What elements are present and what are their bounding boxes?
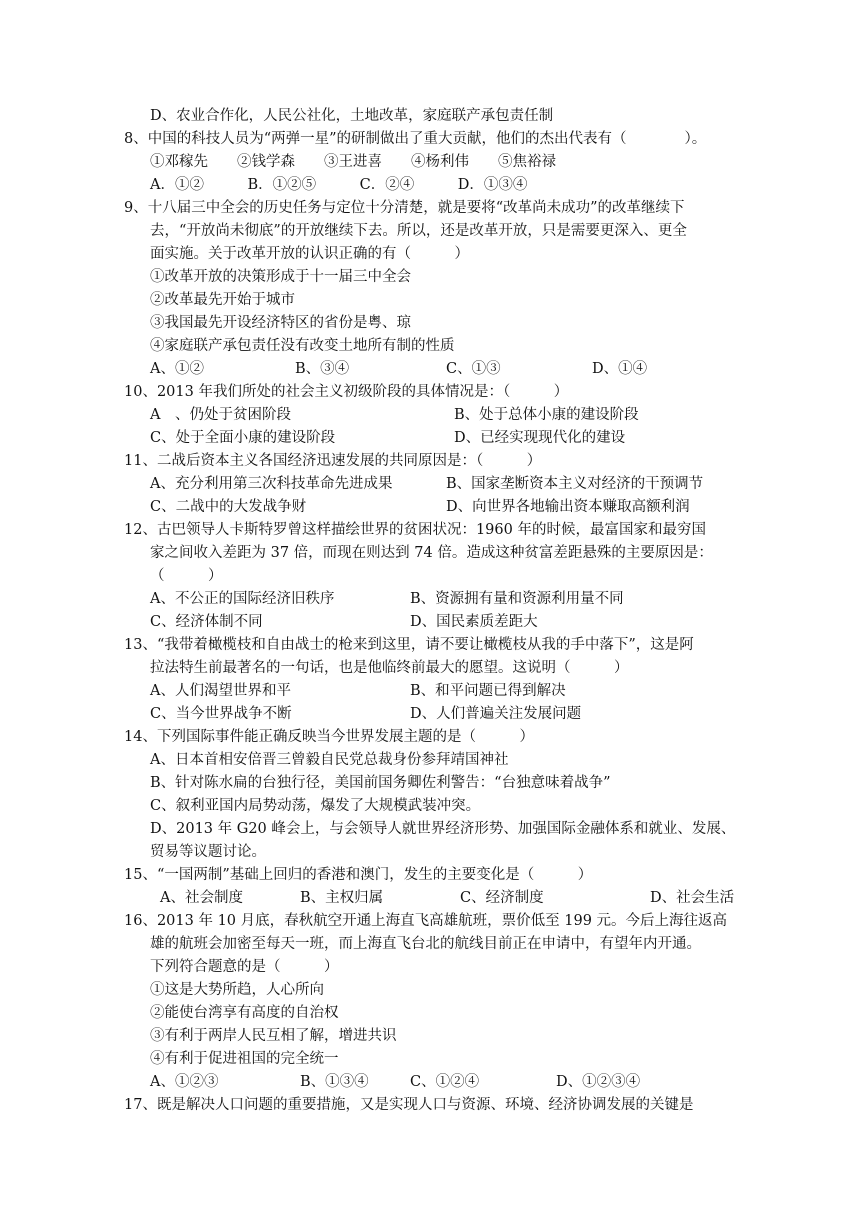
q15-option-d: D、社会生活 xyxy=(650,890,735,906)
q16-option-d: D、①②③④ xyxy=(556,1074,641,1090)
q11-option-c: C、二战中的大发战争财 xyxy=(150,499,307,515)
q17-stem: 17、既是解决人口问题的重要措施，又是实现人口与资源、环境、经济协调发展的关键是 xyxy=(124,1097,694,1113)
q7-option-d: D、农业合作化，人民公社化，土地改革，家庭联产承包责任制 xyxy=(150,108,554,124)
q13-stem-line1: 13、“我带着橄榄枝和自由战士的枪来到这里，请不要让橄榄枝从我的手中落下”，这是阿 xyxy=(124,637,694,653)
q15-stem: 15、“一国两制”基础上回归的香港和澳门，发生的主要变化是（ ） xyxy=(124,867,593,883)
q15-option-b: B、主权归属 xyxy=(300,890,384,906)
q16-option-c: C、①②④ xyxy=(410,1074,480,1090)
q13-option-c: C、当今世界战争不断 xyxy=(150,706,292,722)
q16-option-a: A、①②③ xyxy=(150,1074,219,1090)
q9-item-1: ①改革开放的决策形成于十一届三中全会 xyxy=(150,269,411,285)
q12-stem-line1: 12、古巴领导人卡斯特罗曾这样描绘世界的贫困状况：1960 年的时候，最富国家和最穷国 xyxy=(124,522,706,538)
q11-option-a: A、充分利用第三次科技革命先进成果 xyxy=(150,476,393,492)
q9-option-d: D、①④ xyxy=(592,361,648,377)
q9-option-c: C、①③ xyxy=(446,361,501,377)
q12-option-c: C、经济体制不同 xyxy=(150,614,263,630)
q10-option-c: C、处于全面小康的建设阶段 xyxy=(150,430,336,446)
q10-stem: 10、2013 年我们所处的社会主义初级阶段的具体情况是：（ ） xyxy=(124,384,569,400)
q11-stem: 11、二战后资本主义各国经济迅速发展的共同原因是：（ ） xyxy=(124,453,542,469)
q9-option-b: B、③④ xyxy=(295,361,350,377)
q16-stem-line1: 16、2013 年 10 月底，春秋航空开通上海直飞高雄航班，票价低至 199 元。今后上海往返高 xyxy=(124,913,728,929)
q13-option-b: B、和平问题已得到解决 xyxy=(410,683,566,699)
q10-option-b: B、处于总体小康的建设阶段 xyxy=(454,407,639,423)
q14-stem: 14、下列国际事件能正确反映当今世界发展主题的是（ ） xyxy=(124,729,534,745)
q9-stem-line2: 去，“开放尚未彻底”的开放继续下去。所以，还是改革开放，只是需要更深入、更全 xyxy=(150,223,687,239)
q12-stem-line3: （ ） xyxy=(150,568,223,584)
q11-option-d: D、向世界各地输出资本赚取高额利润 xyxy=(446,499,690,515)
q10-option-a: A 、仍处于贫困阶段 xyxy=(150,407,291,423)
q15-option-c: C、经济制度 xyxy=(460,890,544,906)
q9-stem-line3: 面实施。关于改革开放的认识正确的有（ ） xyxy=(150,246,469,262)
q14-option-b: B、针对陈水扁的台独行径，美国前国务卿佐利警告：“台独意味着战争” xyxy=(150,775,611,791)
q9-option-a: A、①② xyxy=(150,361,204,377)
q13-stem-line2: 拉法特生前最著名的一句话，也是他临终前最大的愿望。这说明（ ） xyxy=(150,660,629,676)
q15-option-a: A、社会制度 xyxy=(160,890,243,906)
q9-item-2: ②改革最先开始于城市 xyxy=(150,292,295,308)
q14-option-d-line1: D、2013 年 G20 峰会上，与会领导人就世界经济形势、加强国际金融体系和就业、发展、 xyxy=(150,821,736,837)
q9-item-4: ④家庭联产承包责任没有改变土地所有制的性质 xyxy=(150,338,455,354)
q13-option-d: D、人们普遍关注发展问题 xyxy=(410,706,582,722)
q12-option-d: D、国民素质差距大 xyxy=(410,614,538,630)
q12-option-a: A、不公正的国际经济旧秩序 xyxy=(150,591,335,607)
q9-stem-line1: 9、十八届三中全会的历史任务与定位十分清楚，就是要将“改革尚未成功”的改革继续下 xyxy=(124,200,685,216)
q8-items: ①邓稼先 ②钱学森 ③王进喜 ④杨利伟 ⑤焦裕禄 xyxy=(150,154,556,170)
q16-item-2: ②能使台湾享有高度的自治权 xyxy=(150,1005,339,1021)
q11-option-b: B、国家垄断资本主义对经济的干预调节 xyxy=(446,476,704,492)
q12-stem-line2: 家之间收入差距为 37 倍，而现在则达到 74 倍。造成这种贫富差距悬殊的主要原因是： xyxy=(150,545,713,561)
q16-stem-line2: 雄的航班会加密至每天一班，而上海直飞台北的航线目前正在申请中，有望年内开通。 xyxy=(150,936,701,952)
q14-option-a: A、日本首相安倍晋三曾毅自民党总裁身份参拜靖国神社 xyxy=(150,752,509,768)
q16-item-3: ③有利于两岸人民互相了解，增进共识 xyxy=(150,1028,397,1044)
q16-stem-line3: 下列符合题意的是（ ） xyxy=(150,959,339,975)
q13-option-a: A、人们渴望世界和平 xyxy=(150,683,291,699)
q8-options: A．①② B．①②⑤ C．②④ D．①③④ xyxy=(150,177,528,193)
q16-option-b: B、①③④ xyxy=(300,1074,369,1090)
q14-option-d-line2: 贸易等议题讨论。 xyxy=(150,844,266,860)
q16-item-1: ①这是大势所趋，人心所向 xyxy=(150,982,324,998)
q14-option-c: C、叙利亚国内局势动荡，爆发了大规模武装冲突。 xyxy=(150,798,481,814)
q12-option-b: B、资源拥有量和资源利用量不同 xyxy=(410,591,624,607)
q10-option-d: D、已经实现现代化的建设 xyxy=(454,430,626,446)
q16-item-4: ④有利于促进祖国的完全统一 xyxy=(150,1051,339,1067)
q8-stem: 8、中国的科技人员为“两弹一星”的研制做出了重大贡献，他们的杰出代表有（ ）。 xyxy=(124,131,707,147)
q9-item-3: ③我国最先开设经济特区的省份是粤、琼 xyxy=(150,315,411,331)
